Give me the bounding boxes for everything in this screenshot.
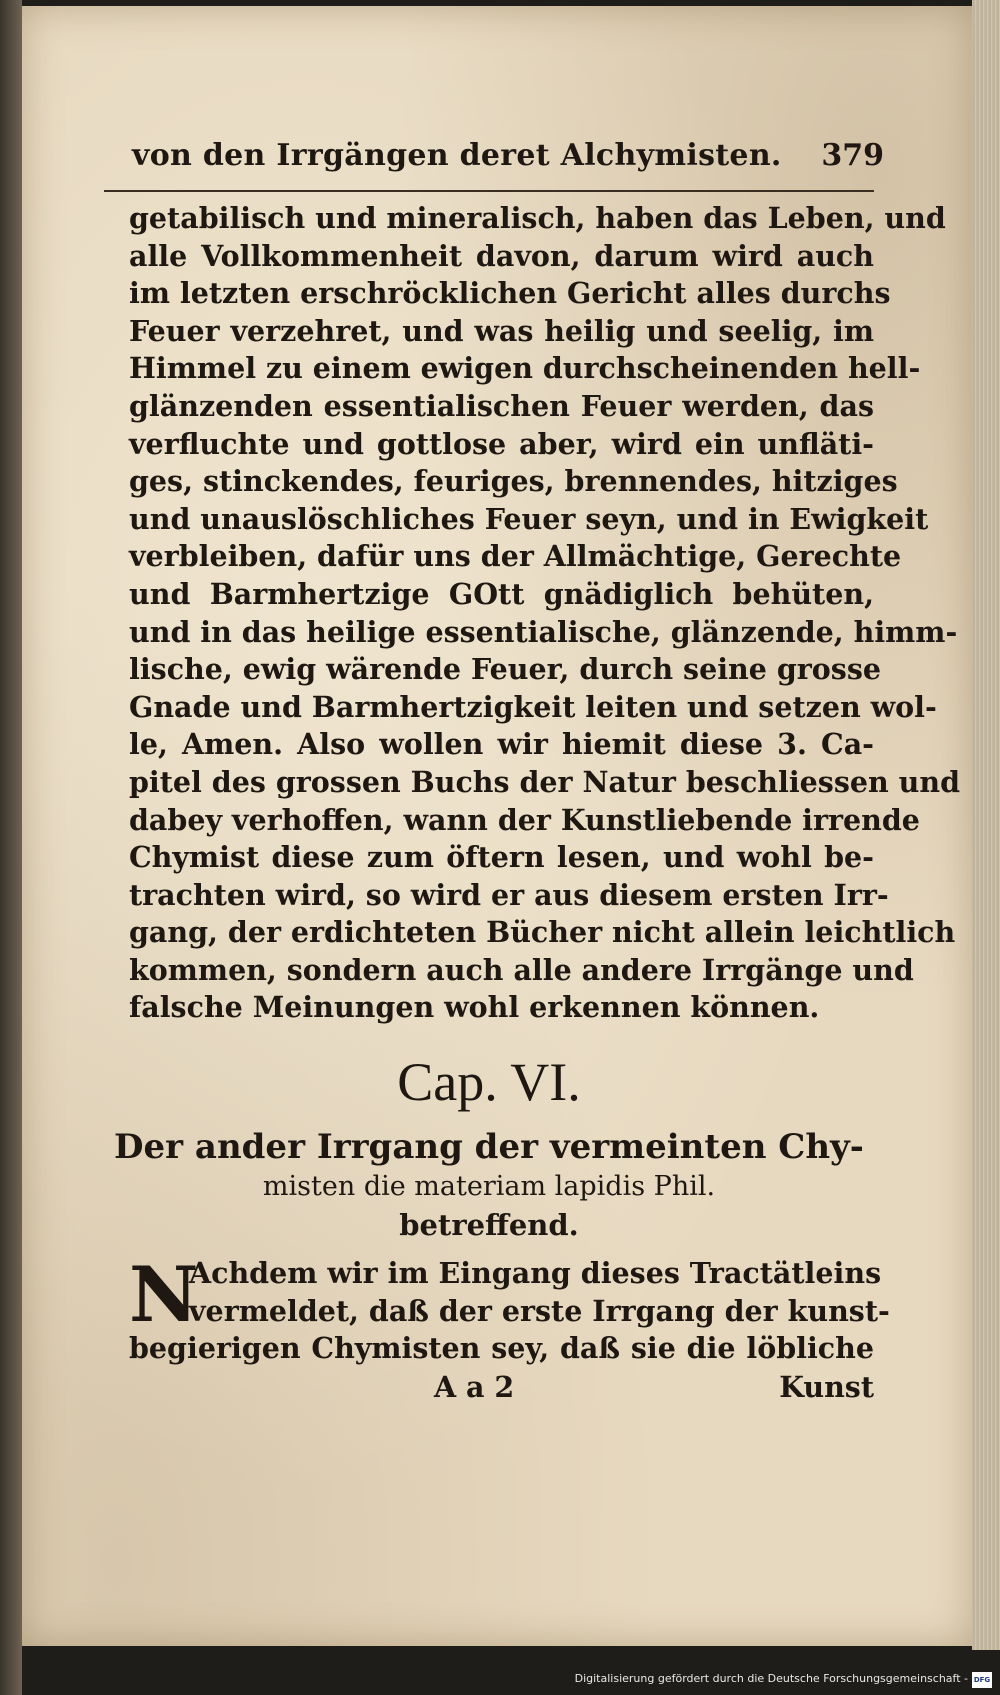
text-line: und Barmhertzige GOtt gnädiglich behüten, [129, 576, 874, 611]
text-line: alle Vollkommenheit davon, darum wird auch [129, 238, 874, 273]
text-line: kommen, sondern auch alle andere Irrgänge und [129, 952, 914, 987]
text-line: Himmel zu einem ewigen durchscheinenden hell- [129, 351, 921, 386]
book-page [22, 6, 972, 1646]
text-line: falsche Meinungen wohl erkennen können. [129, 990, 820, 1025]
text-line: gang, der erdichteten Bücher nicht allein leichtlich [129, 915, 956, 950]
dfg-logo: DFG [972, 1672, 992, 1688]
digitization-credit: Digitalisierung gefördert durch die Deutsche Forschungsgemeinschaft - [574, 1672, 968, 1685]
running-title: von den Irrgängen deret Alchymisten. [132, 138, 782, 173]
text-line: getabilisch und mineralisch, haben das Leben, und [129, 201, 946, 235]
chapter-title [104, 1125, 874, 1245]
drop-cap: N [129, 1250, 199, 1340]
text-line: Gnade und Barmhertzigkeit leiten und setzen wol- [129, 689, 937, 724]
chapter-title-line: betreffend. [399, 1208, 579, 1243]
text-block [104, 134, 961, 1408]
chapter-title-line: misten die materiam lapidis Phil. [262, 1171, 716, 1203]
text-line: verfluchte und gottlose aber, wird ein unfläti- [129, 426, 874, 461]
text-line: dabey verhoffen, wann der Kunstliebende irrende [129, 802, 920, 837]
text-line: im letzten erschröcklichen Gericht alles durchs [129, 276, 891, 311]
signature-row [129, 1368, 874, 1408]
text-line: begierigen Chymisten sey, daß sie die löbliche [129, 1331, 874, 1366]
body-paragraph [129, 200, 961, 1027]
text-line: verbleiben, dafür uns der Allmächtige, Gerechte [129, 539, 902, 574]
signature-mark: A a 2 [434, 1369, 515, 1404]
page-stack-edge [972, 0, 1000, 1650]
text-line: und in das heilige essentialische, glänzende, himm- [129, 614, 958, 649]
book-gutter [0, 0, 22, 1695]
text-line: Chymist diese zum öftern lesen, und wohl be- [129, 840, 874, 875]
page-number: 379 [821, 138, 884, 173]
text-line: le, Amen. Also wollen wir hiemit diese 3. Ca- [129, 727, 874, 762]
chapter-paragraph [129, 1250, 890, 1368]
chapter-heading: Cap. VI. [397, 1052, 581, 1113]
text-line: und unauslöschliches Feuer seyn, und in Ewigkeit [129, 501, 929, 536]
text-line: trachten wird, so wird er aus diesem ersten Irr- [129, 877, 889, 912]
running-head [104, 134, 884, 192]
text-line: glänzenden essentialischen Feuer werden, das [129, 388, 874, 423]
chapter-title-line: Der ander Irrgang der vermeinten Chy- [114, 1127, 864, 1168]
text-line: lische, ewig wärende Feuer, durch seine grosse [129, 652, 882, 687]
text-line: pitel des grossen Buchs der Natur beschliessen und [129, 764, 961, 799]
catchword: Kunst [779, 1369, 874, 1404]
text-line: ges, stinckendes, feuriges, brennendes, hitziges [129, 464, 898, 499]
text-line: Achdem wir im Eingang dieses Tractätleins [189, 1256, 882, 1291]
text-line: Feuer verzehret, und was heilig und seelig, im [129, 313, 874, 348]
text-line: vermeldet, daß der erste Irrgang der kunst- [189, 1293, 890, 1328]
